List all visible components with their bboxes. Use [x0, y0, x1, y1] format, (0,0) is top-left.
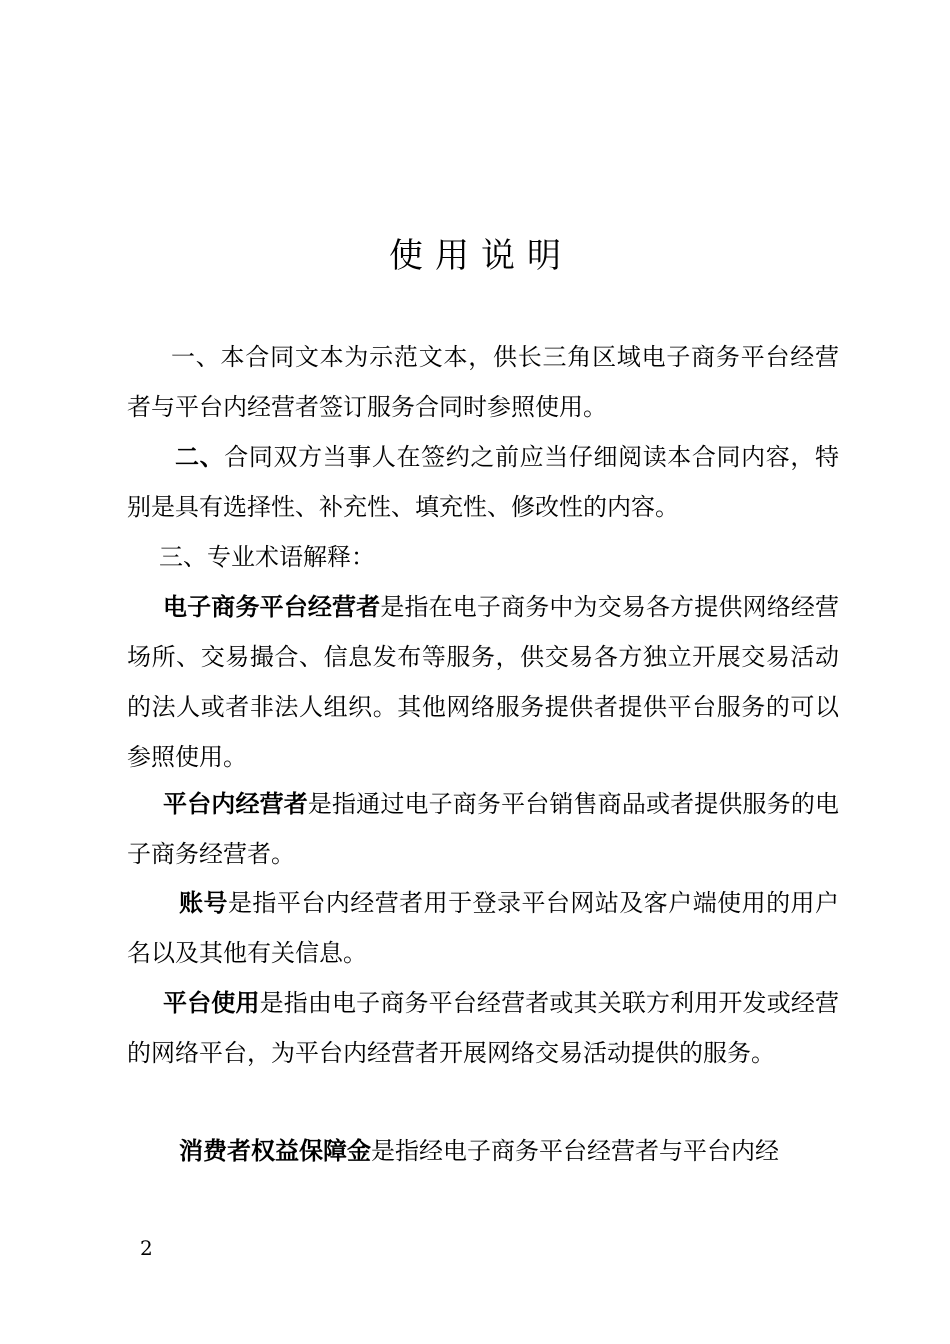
definition-text: 是指通过电子商务平台销售商品或者提供服务的电子商务经营者。	[127, 790, 840, 868]
definition-term: 电子商务平台经营者	[163, 593, 381, 621]
definition-text: 是指平台内经营者用于登录平台网站及客户端使用的用户名以及其他有关信息。	[127, 889, 840, 967]
item-3-text: 三、专业术语解释：	[159, 543, 375, 571]
definition-account	[127, 878, 839, 978]
definition-platform-use	[127, 978, 839, 1078]
item-2-label: 二、	[175, 443, 225, 471]
paragraph-item-2	[127, 432, 839, 532]
definition-term: 消费者权益保障金	[179, 1137, 371, 1165]
paragraph-item-1	[127, 332, 839, 432]
definition-text: 是指由电子商务平台经营者或其关联方利用开发或经营的网络平台，为平台内经营者开展网络交易活动提供的服务。	[127, 989, 839, 1067]
definition-consumer-guarantee	[127, 1126, 839, 1176]
definition-platform-operator	[127, 582, 839, 782]
item-2-text: 合同双方当事人在签约之前应当仔细阅读本合同内容，特别是具有选择性、补充性、填充性、修改性的内容。	[127, 443, 840, 521]
page-title: 使用说明	[389, 236, 573, 276]
paragraph-item-3	[127, 532, 839, 582]
definition-text: 是指经电子商务平台经营者与平台内经	[371, 1137, 779, 1165]
definition-text: 是指在电子商务中为交易各方提供网络经营场所、交易撮合、信息发布等服务，供交易各方独立开展交易活动的法人或者非法人组织。其他网络服务提供者提供平台服务的可以参照使用。	[127, 593, 840, 771]
definition-term: 平台使用	[163, 989, 260, 1017]
page-number: 2	[140, 1236, 153, 1260]
definition-term: 平台内经营者	[163, 790, 308, 818]
definition-in-platform-operator	[127, 779, 839, 879]
item-1-text: 一、本合同文本为示范文本，供长三角区域电子商务平台经营者与平台内经营者签订服务合同时参照使用。	[127, 343, 839, 421]
definition-term: 账号	[179, 889, 228, 917]
